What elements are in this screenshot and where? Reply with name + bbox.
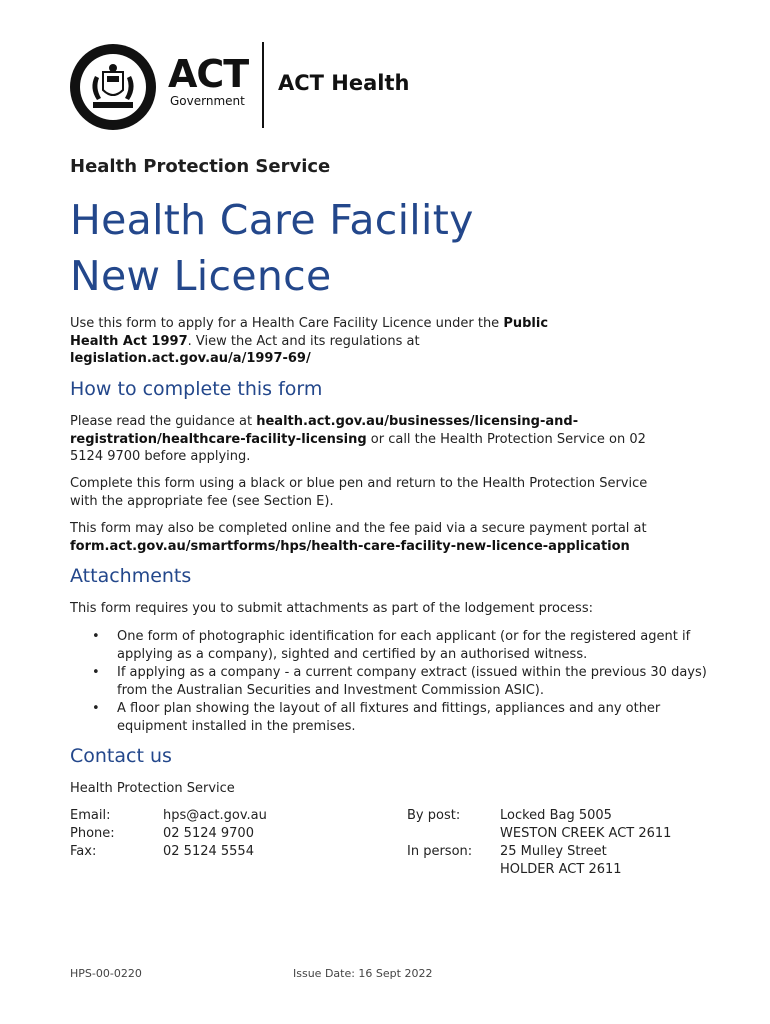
attachments-heading: Attachments — [70, 565, 192, 587]
list-item-text: A floor plan showing the layout of all fixtures and fittings, appliances and any other equipment installed in the premises. — [117, 701, 661, 734]
title-line-1: Health Care Facility — [70, 196, 474, 244]
bullet-icon: • — [92, 629, 100, 644]
title-line-2: New Licence — [70, 252, 332, 300]
list-item — [70, 664, 710, 700]
how-to-text-2: or call the Health Protection Service on 02 5124 9700 before applying. — [70, 431, 646, 464]
attachments-intro: This form requires you to submit attachments as part of the lodgement process: — [70, 601, 593, 616]
online-text: This form may also be completed online and the fee paid via a secure payment portal at — [70, 521, 647, 536]
list-item — [70, 628, 710, 664]
in-person-label: In person: — [407, 844, 473, 859]
issue-date: Issue Date: 16 Sept 2022 — [293, 967, 433, 980]
logo-act-text: ACT — [168, 52, 249, 96]
list-item-text: If applying as a company - a current company extract (issued within the previous 30 days) from the Australian Securities and Investment Commission ASIC). — [117, 665, 707, 698]
fax-label: Fax: — [70, 844, 97, 859]
post-line-1: Locked Bag 5005 — [500, 808, 612, 823]
phone-label: Phone: — [70, 826, 115, 841]
form-code: HPS-00-0220 — [70, 967, 142, 980]
phone-value: 02 5124 9700 — [163, 826, 254, 841]
how-to-text-1: Please read the guidance at — [70, 414, 257, 429]
service-heading: Health Protection Service — [70, 156, 331, 177]
bullet-icon: • — [92, 701, 100, 716]
logo-health-text: ACT Health — [278, 71, 410, 95]
fax-value: 02 5124 5554 — [163, 844, 254, 859]
guidance-link[interactable]: health.act.gov.au/businesses/licensing-and-registration/healthcare-facility-licensing — [70, 414, 579, 447]
coat-of-arms-icon — [70, 44, 156, 130]
online-form-link[interactable]: form.act.gov.au/smartforms/hps/health-care-facility-new-licence-application — [70, 538, 630, 554]
in-person-line-1: 25 Mulley Street — [500, 844, 607, 859]
act-name: Public Health Act 1997 — [70, 316, 549, 349]
email-label: Email: — [70, 808, 111, 823]
list-item — [70, 700, 710, 736]
legislation-link[interactable]: legislation.act.gov.au/a/1997-69/ — [70, 351, 311, 366]
how-to-heading: How to complete this form — [70, 378, 323, 400]
list-item-text: One form of photographic identification for each applicant (or for the registered agent if applying as a company), sighted and certified by an authorised witness. — [117, 629, 691, 662]
page-title — [70, 192, 474, 304]
intro-text-2: . View the Act and its regulations at — [187, 333, 420, 349]
how-to-paragraph-1 — [70, 413, 660, 466]
bullet-icon: • — [92, 665, 100, 680]
logo-government-text: Government — [170, 94, 245, 108]
how-to-paragraph-3 — [70, 520, 710, 555]
attachments-list — [70, 628, 710, 736]
in-person-line-2: HOLDER ACT 2611 — [500, 862, 622, 877]
logo-divider — [262, 42, 264, 128]
intro-text-1: Use this form to apply for a Health Care Facility Licence under the — [70, 316, 500, 331]
act-government-logo — [70, 42, 430, 130]
how-to-paragraph-2: Complete this form using a black or blue pen and return to the Health Protection Service with the appropriate fee (see Section E). — [70, 476, 648, 509]
contact-heading: Contact us — [70, 745, 172, 767]
intro-paragraph — [70, 315, 550, 368]
contact-org: Health Protection Service — [70, 781, 235, 796]
email-value[interactable]: hps@act.gov.au — [163, 808, 267, 823]
post-line-2: WESTON CREEK ACT 2611 — [500, 826, 672, 841]
post-label: By post: — [407, 808, 461, 823]
